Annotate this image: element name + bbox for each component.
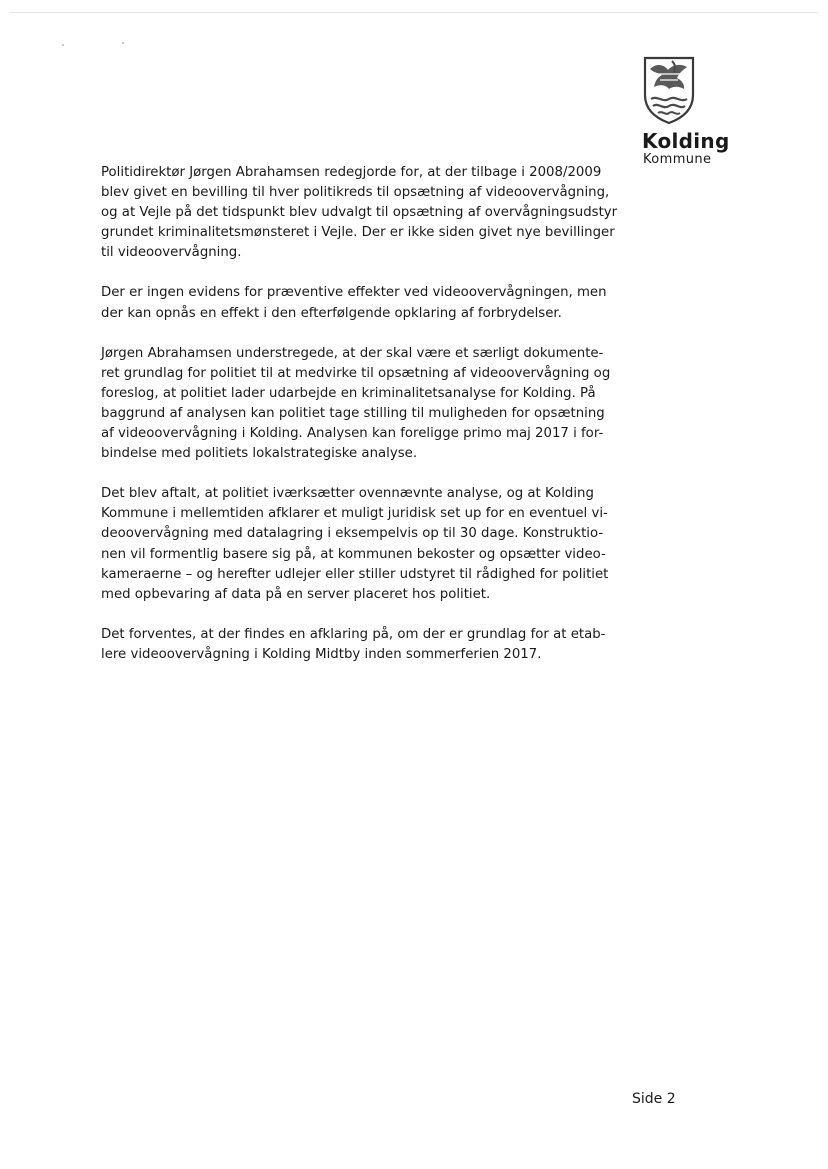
paragraph-evidence <box>101 283 621 323</box>
paragraph-agreement <box>101 484 621 605</box>
text-line: af videoovervågning i Kolding. Analysen kan foreligge primo maj 2017 i for- <box>101 426 604 442</box>
text-line: kameraerne – og herefter udlejer eller stiller udstyret til rådighed for politiet <box>101 566 609 582</box>
coat-of-arms-icon <box>642 55 696 125</box>
paragraph-funding-history <box>101 163 621 263</box>
text-line: grundet kriminalitetsmønsteret i Vejle. Der er ikke siden givet nye bevillinger <box>101 225 615 241</box>
text-line: ret grundlag for politiet til at medvirke til opsætning af videoovervågning og <box>101 365 611 381</box>
text-line: til videoovervågning. <box>101 245 242 261</box>
text-line: baggrund af analysen kan politiet tage stilling til muligheden for opsætning <box>101 405 605 421</box>
paragraph-expectation <box>101 625 621 665</box>
scan-edge-line <box>10 12 818 13</box>
text-line: blev givet en bevilling til hver politikreds til opsætning af videoovervågning, <box>101 185 610 201</box>
text-line: der kan opnås en effekt i den efterfølgende opklaring af forbrydelser. <box>101 305 562 321</box>
letter-body <box>101 163 621 685</box>
paragraph-analysis-proposal <box>101 344 621 465</box>
text-line: deoovervågning med datalagring i eksempelvis op til 30 dage. Konstruktio- <box>101 526 604 542</box>
scan-speck <box>62 44 64 46</box>
text-line: Det blev aftalt, at politiet iværksætter ovennævnte analyse, og at Kolding <box>101 486 594 502</box>
text-line: Der er ingen evidens for præventive effekter ved videoovervågningen, men <box>101 285 607 301</box>
text-line: lere videoovervågning i Kolding Midtby inden sommerferien 2017. <box>101 646 542 662</box>
kolding-kommune-logo <box>638 55 750 175</box>
page-number: Side 2 <box>632 1091 676 1107</box>
text-line: nen vil formentlig basere sig på, at kommunen bekoster og opsætter video- <box>101 546 606 562</box>
scan-speck <box>122 42 124 44</box>
text-line: Politidirektør Jørgen Abrahamsen redegjorde for, at der tilbage i 2008/2009 <box>101 165 602 180</box>
municipality-name: Kolding <box>642 129 730 153</box>
municipality-type: Kommune <box>643 152 712 167</box>
text-line: foreslog, at politiet lader udarbejde en kriminalitetsanalyse for Kolding. På <box>101 385 596 401</box>
text-line: med opbevaring af data på en server placeret hos politiet. <box>101 586 491 602</box>
text-line: bindelse med politiets lokalstrategiske analyse. <box>101 446 418 462</box>
text-line: Jørgen Abrahamsen understregede, at der skal være et særligt dokumente- <box>101 345 604 361</box>
text-line: og at Vejle på det tidspunkt blev udvalgt til opsætning af overvågningsudstyr <box>101 205 618 221</box>
text-line: Kommune i mellemtiden afklarer et muligt juridisk set up for en eventuel vi- <box>101 506 608 522</box>
text-line: Det forventes, at der findes en afklaring på, om der er grundlag for at etab- <box>101 626 606 642</box>
